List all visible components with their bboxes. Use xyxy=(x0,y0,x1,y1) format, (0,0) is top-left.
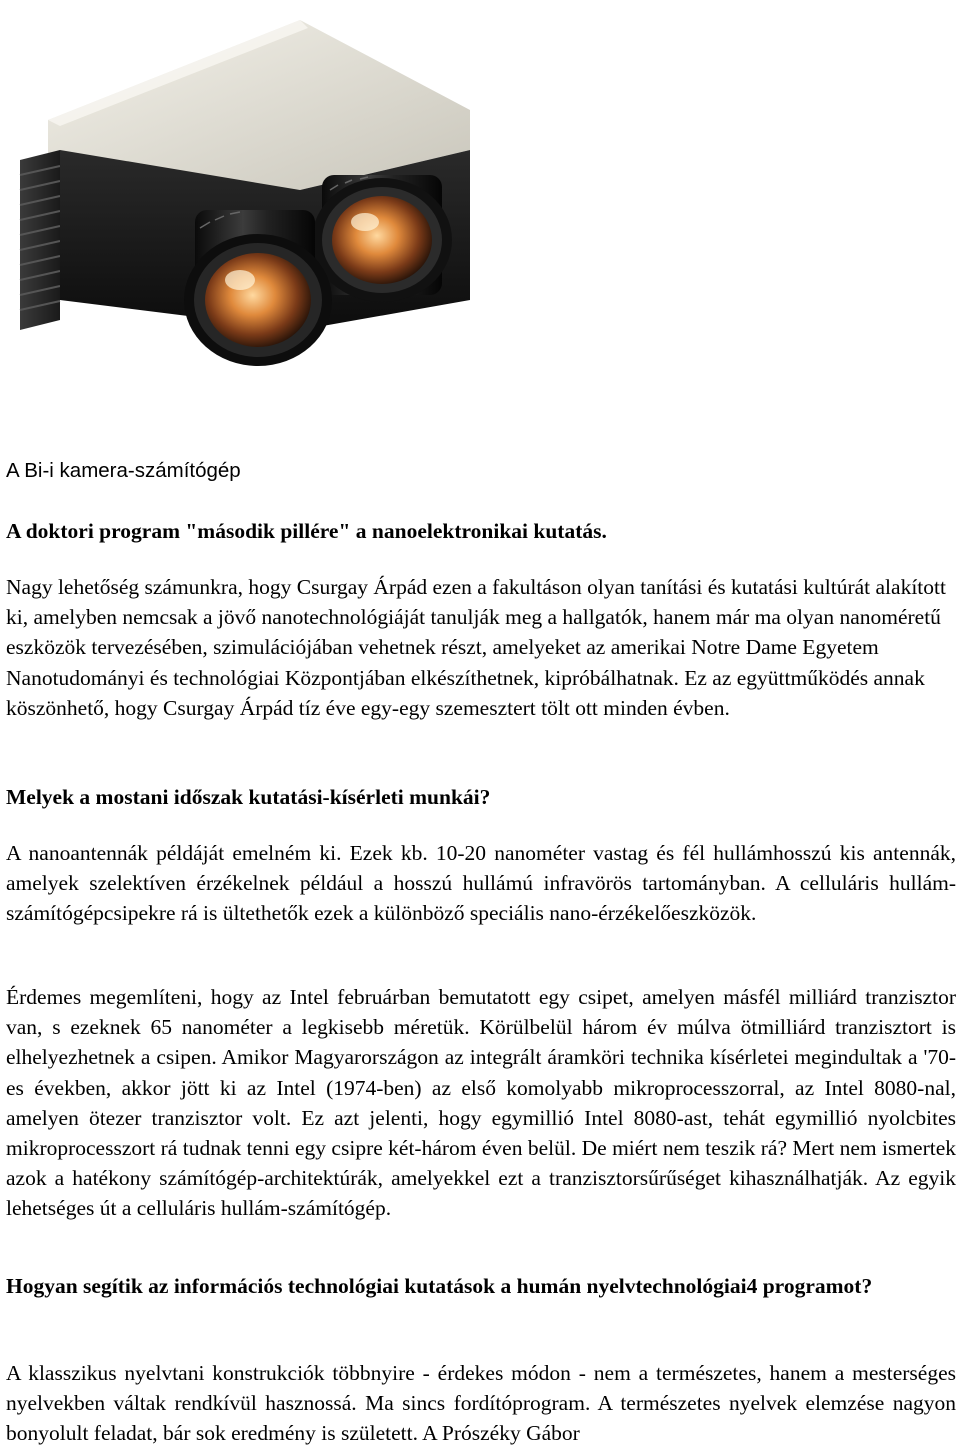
paragraph-language: A klasszikus nyelvtani konstrukciók többnyire - érdekes módon - nem a természetes, hanem a mesterséges nyelvekben váltak rendkívül hasznossá. Ma sincs fordítóprogram. A természetes nyelvek elemzése nagyon bonyolult feladat, bár sok eredmény is született. A Prószéky Gábor xyxy=(6,1361,956,1446)
question-heading-language: Hogyan segítik az információs technológiai kutatások a humán nyelvtechnológiai4 programot? xyxy=(6,1274,873,1298)
right-lens xyxy=(312,175,452,302)
camera-photo xyxy=(0,0,500,428)
paragraph-nanoantennas: A nanoantennák példáját emelném ki. Ezek kb. 10-20 nanométer vastag és fél hullámhosszú kis antennák, amelyek szelektíven érzékelnek például a hosszú hullámú infravörös tartományban. A celluláris hullám-számítógépcsipekre rá is ültethetők ezek a különböző speciális nano-érzékelőeszközök. xyxy=(6,841,956,926)
question-heading-research: Melyek a mostani időszak kutatási-kísérleti munkái? xyxy=(6,785,491,809)
camera-illustration xyxy=(0,0,500,428)
left-lens xyxy=(184,210,332,366)
paragraph-intro: Nagy lehetőség számunkra, hogy Csurgay Árpád ezen a fakultáson olyan tanítási és kutatási kultúrát alakított ki, amelyben nemcsak a jövő nanotechnológiáját tanulják meg a hallgatók, hanem már ma olyan nanoméretű eszközök tervezésében, szimulációjában vehetnek részt, amelyeket az amerikai Notre Dame Egyetem Nanotudományi és technológiai Központjában elkészíthetnek, kipróbálhatnak. Ez az együttműködés annak köszönhető, hogy Csurgay Árpád tíz éve egy-egy szemesztert tölt ott minden évben. xyxy=(6,575,946,720)
paragraph-intel: Érdemes megemlíteni, hogy az Intel februárban bemutatott egy csipet, amelyen másfél milliárd tranzisztor van, s ezeknek 65 nanométer a legkisebb méretük. Körülbelül három év múlva ötmilliárd tranzisztort is elhelyezhetnek a csipen. Amikor Magyarországon az integrált áramköri technika kísérletei megindultak a '70-es években, akkor jött ki az Intel (1974-ben) az első komolyabb mikroprocesszorral, az Intel 8080-nal, amelyen ötezer tranzisztor volt. Ez azt jelenti, hogy egymillió Intel 8080-ast, tehát egymillió nyolcbites mikroprocesszort rá tudnak tenni egy csipre két-három éven belül. De miért nem teszik rá? Mert nem ismertek azok a hatékony számítógép-architektúrák, amelyekkel ezt a tranzisztorsűrűséget kihasználhatják. Az egyik lehetséges út a celluláris hullám-számítógép. xyxy=(6,985,956,1221)
section-heading: A doktori program "második pillére" a nanoelektronikai kutatás. xyxy=(6,519,607,543)
photo-caption: A Bi-i kamera-számítógép xyxy=(6,459,241,482)
